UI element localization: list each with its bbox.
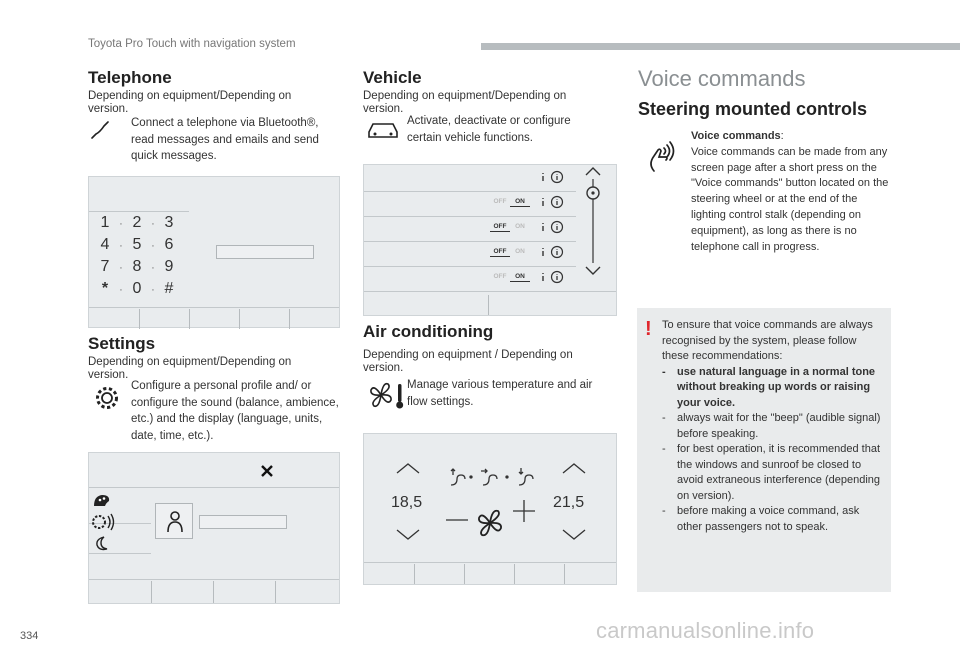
fan-icon — [476, 509, 504, 542]
key-4[interactable]: 4 — [100, 236, 110, 253]
night-mode-icon[interactable] — [93, 536, 109, 557]
toggle-off-label: OFF — [490, 247, 510, 257]
scrollbar[interactable] — [584, 165, 602, 282]
close-icon[interactable] — [261, 464, 273, 482]
info-icon[interactable] — [540, 270, 564, 289]
fan-decrease-button[interactable] — [446, 509, 468, 527]
air-conditioning-title: Air conditioning — [363, 322, 494, 341]
fan-thermometer-icon — [368, 382, 406, 415]
list-item: - for best operation, it is recommended that the windows and sunroof be closed to avoid extraneous interference (depending on version). — [662, 442, 884, 504]
vehicle-screen — [363, 164, 617, 316]
warning-icon: ! — [645, 318, 652, 340]
profile-button[interactable] — [155, 503, 193, 539]
voice-commands-label: Voice commands — [691, 130, 781, 142]
info-icon[interactable] — [540, 220, 564, 239]
number-display — [216, 245, 314, 259]
telephone-title: Telephone — [88, 68, 172, 87]
toggle-on-label: ON — [510, 272, 530, 282]
vehicle-title: Vehicle — [363, 68, 422, 87]
keypad-row-1: 1 · 2 · 3 — [94, 214, 180, 232]
temp-right-up-button[interactable] — [562, 461, 586, 479]
fan-increase-button[interactable] — [513, 500, 535, 527]
info-icon[interactable] — [540, 245, 564, 264]
car-icon — [366, 118, 400, 145]
list-item: - before making a voice command, ask other passengers not to speak. — [662, 504, 884, 535]
settings-screen — [88, 452, 340, 604]
toggle-switch[interactable] — [490, 222, 530, 232]
voice-commands-description — [691, 129, 889, 255]
telephone-description: Connect a telephone via Bluetooth®, read messages and emails and send quick messages. — [131, 117, 319, 162]
key-6[interactable]: 6 — [164, 236, 174, 253]
keypad-row-3: 7 · 8 · 9 — [94, 258, 180, 276]
temp-right-value: 21,5 — [553, 494, 585, 511]
temp-left-value: 18,5 — [391, 494, 423, 511]
settings-subtitle: Depending on equipment/Depending on version. — [88, 356, 292, 381]
vehicle-description: Activate, deactivate or configure certain vehicle functions. — [407, 115, 571, 144]
voice-commands-title: Voice commands — [638, 66, 806, 91]
palette-icon[interactable] — [92, 492, 112, 513]
profile-name-field[interactable] — [199, 515, 287, 529]
key-hash[interactable]: # — [164, 280, 174, 297]
header-bar — [481, 43, 960, 50]
watermark: carmanualsonline.info — [596, 618, 815, 643]
key-0[interactable]: 0 — [132, 280, 142, 297]
key-star[interactable]: * — [101, 280, 109, 297]
key-8[interactable]: 8 — [132, 258, 142, 275]
air-conditioning-description: Manage various temperature and air flow settings. — [407, 379, 593, 408]
toggle-on-label: ON — [515, 248, 525, 255]
airflow-mode-icons[interactable] — [447, 465, 539, 494]
telephone-subtitle: Depending on equipment/Depending on version. — [88, 90, 292, 115]
toggle-switch[interactable] — [490, 247, 530, 257]
handset-icon — [88, 118, 112, 147]
voice-command-icon — [644, 140, 678, 179]
list-item: - use natural language in a normal tone without breaking up words or raising your voice. — [662, 365, 884, 412]
recommendations-text — [662, 318, 884, 535]
toggle-switch[interactable] — [490, 197, 530, 207]
keypad-row-2: 4 · 5 · 6 — [94, 236, 180, 254]
key-7[interactable]: 7 — [100, 258, 110, 275]
temp-left-up-button[interactable] — [396, 461, 420, 479]
recommendations-list — [662, 365, 884, 536]
running-header: Toyota Pro Touch with navigation system — [88, 38, 296, 50]
toggle-on-label: ON — [510, 197, 530, 207]
list-item: - always wait for the "beep" (audible signal) before speaking. — [662, 411, 884, 442]
info-icon[interactable] — [540, 170, 564, 189]
key-5[interactable]: 5 — [132, 236, 142, 253]
sound-settings-icon[interactable] — [90, 512, 116, 537]
gear-icon — [94, 385, 120, 416]
key-9[interactable]: 9 — [164, 258, 174, 275]
temp-right-down-button[interactable] — [562, 528, 586, 546]
keypad-row-4: * · 0 · # — [94, 280, 180, 298]
voice-commands-text: Voice commands can be made from any screen page after a short press on the "Voice commands" button located on the steering wheel or at the end of the lighting control stalk (depending on equipment), as long as there is no telephone call in progress. — [691, 145, 889, 253]
settings-title: Settings — [88, 334, 156, 353]
page-number: 334 — [20, 630, 39, 642]
toggle-on-label: ON — [515, 223, 525, 230]
key-3[interactable]: 3 — [164, 214, 174, 231]
info-icon[interactable] — [540, 195, 564, 214]
key-1[interactable]: 1 — [100, 214, 110, 231]
toggle-off-label: OFF — [493, 273, 507, 280]
toggle-switch[interactable] — [490, 272, 530, 282]
steering-controls-title: Steering mounted controls — [638, 99, 868, 119]
key-2[interactable]: 2 — [132, 214, 142, 231]
toggle-off-label: OFF — [490, 222, 510, 232]
vehicle-subtitle: Depending on equipment/Depending on version. — [363, 90, 567, 115]
settings-description: Configure a personal profile and/ or configure the sound (balance, ambience, etc.) and the display (language, units, date, time, etc.). — [131, 380, 339, 442]
toggle-off-label: OFF — [493, 198, 507, 205]
air-conditioning-subtitle: Depending on equipment / Depending on version. — [363, 349, 573, 374]
temp-left-down-button[interactable] — [396, 528, 420, 546]
recommendations-intro: To ensure that voice commands are always recognised by the system, please follow these recommendations: — [662, 319, 873, 362]
voice-commands-label-suffix: : — [780, 130, 784, 142]
